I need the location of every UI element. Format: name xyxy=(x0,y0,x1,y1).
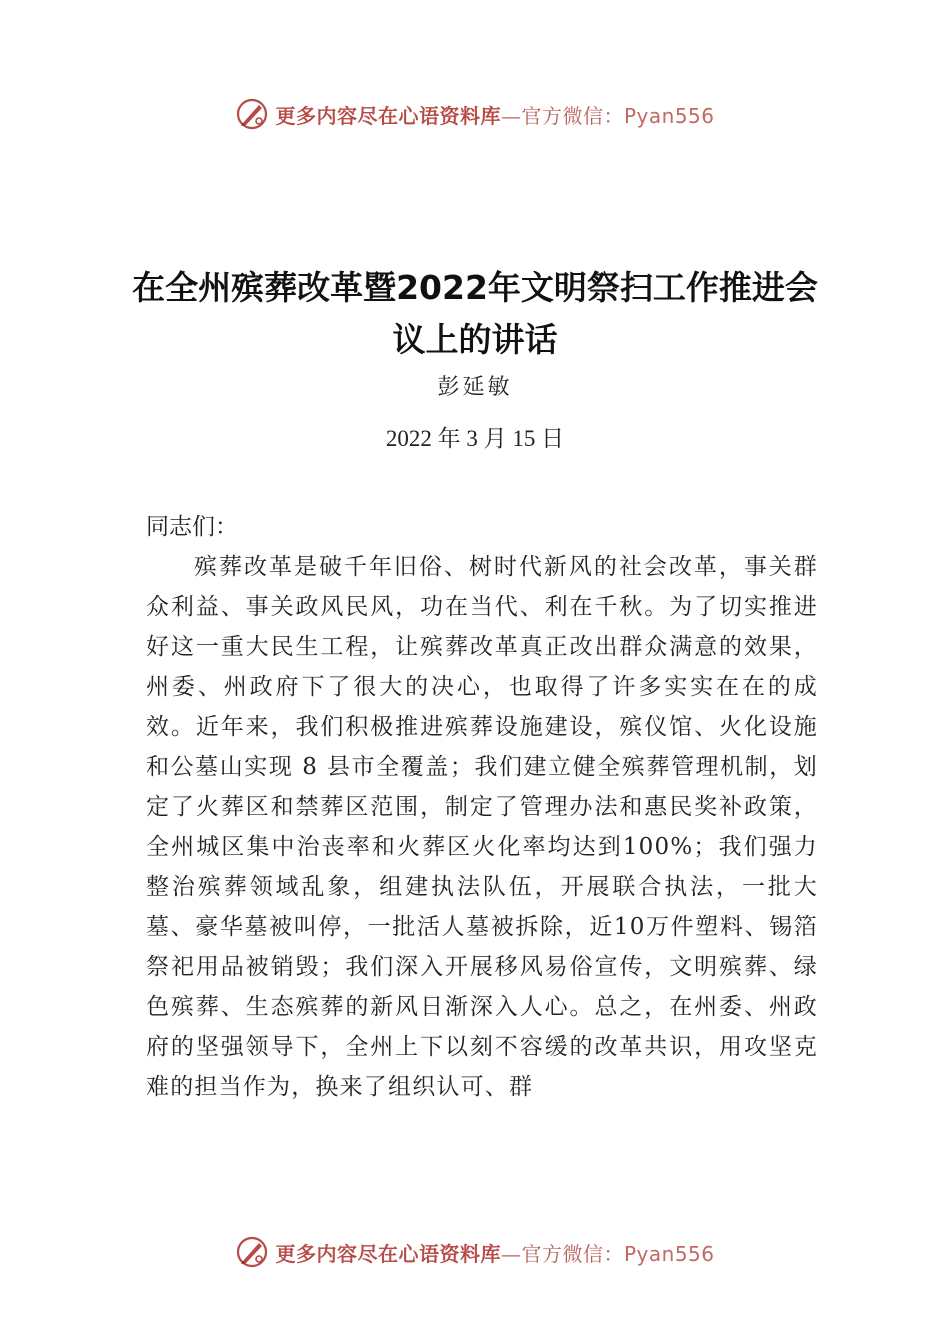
footer-banner xyxy=(0,1230,950,1274)
quill-pen-logo-icon xyxy=(235,97,269,131)
author: 彭延敏 xyxy=(437,375,513,400)
banner-brand: 更多内容尽在心语资料库 xyxy=(275,1241,501,1266)
page-title: 在全州殡葬改革暨2022年文明祭扫工作推进会议上的讲话 xyxy=(132,268,818,359)
banner-separator: — xyxy=(500,103,522,128)
salutation: 同志们： xyxy=(146,514,238,540)
header-banner xyxy=(0,92,950,136)
body-paragraph: 殡葬改革是破千年旧俗、树时代新风的社会改革，事关群众利益、事关政风民风，功在当代、利在千秋。为了切实推进好这一重大民生工程，让殡葬改革真正改出群众满意的效果，州委、州政府下了很大的决心，也取得了许多实实在在的成效。近年来，我们积极推进殡葬设施建设，殡仪馆、火化设施和公墓山实现 8 县市全覆盖；我们建立健全殡葬管理机制，划定了火葬区和禁葬区范围，制定了管理办法和惠民奖补政策，全州城区集中治丧率和火葬区火化率均达到100%；我们强力整治殡葬领域乱象，组建执法队伍，开展联合执法，一批大墓、豪华墓被叫停，一批活人墓被拆除，近10万件塑料、锡箔祭祀用品被销毁；我们深入开展移风易俗宣传，文明殡葬、绿色殡葬、生态殡葬的新风日渐深入人心。总之，在州委、州政府的坚强领导下，全州上下以刻不容缓的改革共识，用攻坚克难的担当作为，换来了组织认可、群 xyxy=(146,554,818,1100)
banner-text xyxy=(275,100,714,129)
banner-wechat-label: 官方微信： xyxy=(521,1241,624,1266)
banner-wechat-id: Pyan556 xyxy=(623,1241,715,1266)
speech-date: 2022 年 3 月 15 日 xyxy=(385,426,565,451)
banner-wechat-label: 官方微信： xyxy=(521,103,624,128)
banner-brand: 更多内容尽在心语资料库 xyxy=(275,103,501,128)
banner-separator: — xyxy=(500,1241,522,1266)
banner-wechat-id: Pyan556 xyxy=(623,103,715,128)
banner-text xyxy=(275,1238,714,1267)
quill-pen-logo-icon xyxy=(235,1235,269,1269)
